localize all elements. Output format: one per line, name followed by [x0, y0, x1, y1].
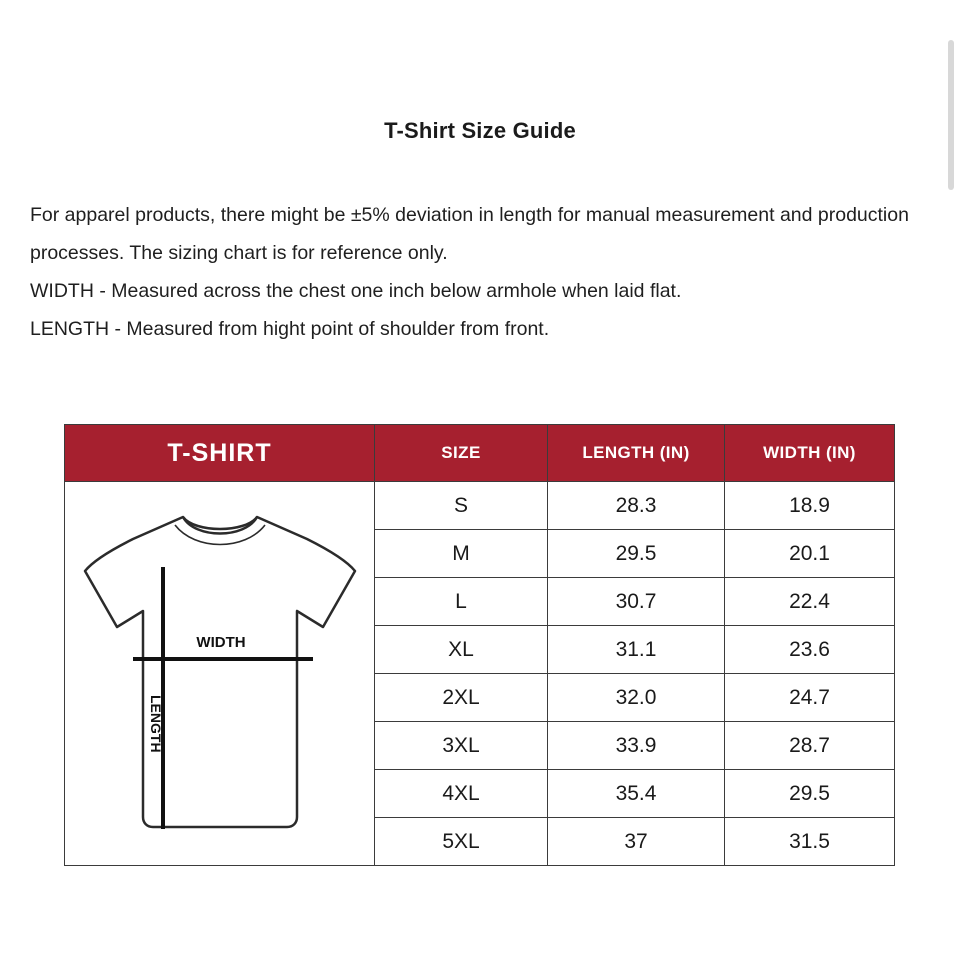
- intro-paragraph-1: For apparel products, there might be ±5% deviation in length for manual measurement and production processes. The sizing chart is for reference only.: [30, 204, 909, 264]
- cell-size: 5XL: [375, 818, 548, 866]
- table-header-length: LENGTH (IN): [548, 425, 725, 482]
- cell-length: 32.0: [548, 674, 725, 722]
- size-table-container: [64, 424, 894, 866]
- cell-size: 3XL: [375, 722, 548, 770]
- cell-size: 2XL: [375, 674, 548, 722]
- page-title: T-Shirt Size Guide: [384, 118, 576, 143]
- table-brand-header: T-SHIRT: [65, 425, 375, 482]
- intro-paragraph-3: LENGTH - Measured from hight point of shoulder from front.: [30, 318, 550, 340]
- cell-width: 28.7: [725, 722, 895, 770]
- cell-size: M: [375, 530, 548, 578]
- cell-size: XL: [375, 626, 548, 674]
- length-label: LENGTH: [148, 694, 164, 753]
- intro-text-block: [0, 144, 960, 348]
- tshirt-diagram-cell: [65, 482, 375, 866]
- cell-length: 33.9: [548, 722, 725, 770]
- table-header-row: [65, 425, 895, 482]
- cell-length: 29.5: [548, 530, 725, 578]
- table-row: [65, 482, 895, 530]
- cell-length: 37: [548, 818, 725, 866]
- cell-width: 18.9: [725, 482, 895, 530]
- cell-length: 35.4: [548, 770, 725, 818]
- cell-width: 23.6: [725, 626, 895, 674]
- width-label: WIDTH: [196, 633, 246, 651]
- tshirt-icon: [75, 499, 365, 849]
- table-header-size: SIZE: [375, 425, 548, 482]
- cell-width: 24.7: [725, 674, 895, 722]
- cell-length: 28.3: [548, 482, 725, 530]
- cell-width: 20.1: [725, 530, 895, 578]
- tshirt-diagram: [65, 489, 375, 859]
- cell-width: 31.5: [725, 818, 895, 866]
- cell-size: 4XL: [375, 770, 548, 818]
- size-table: [64, 424, 895, 866]
- cell-length: 31.1: [548, 626, 725, 674]
- cell-width: 29.5: [725, 770, 895, 818]
- vertical-scrollbar[interactable]: [951, 0, 957, 960]
- cell-size: L: [375, 578, 548, 626]
- cell-width: 22.4: [725, 578, 895, 626]
- scrollbar-thumb[interactable]: [948, 40, 954, 190]
- cell-length: 30.7: [548, 578, 725, 626]
- cell-size: S: [375, 482, 548, 530]
- intro-paragraph-2: WIDTH - Measured across the chest one inch below armhole when laid flat.: [30, 280, 682, 302]
- table-header-width: WIDTH (IN): [725, 425, 895, 482]
